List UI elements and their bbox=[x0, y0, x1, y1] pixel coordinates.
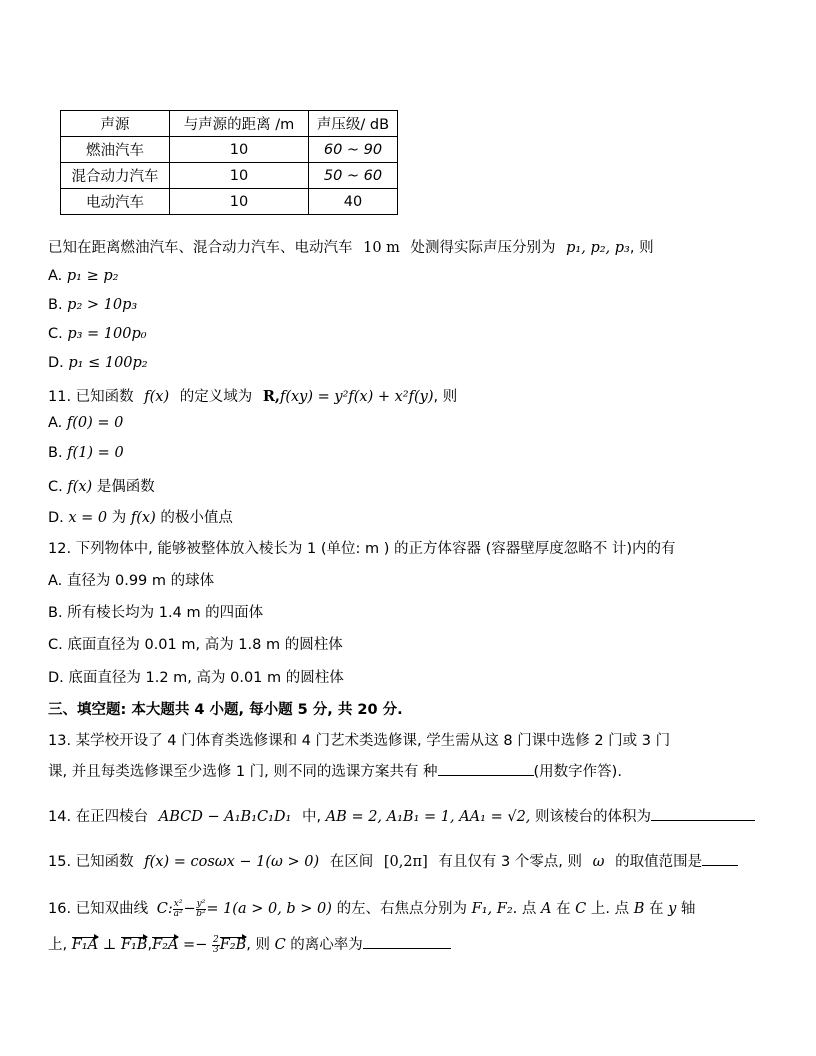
fraction bbox=[196, 900, 207, 919]
q12-option-d bbox=[48, 666, 344, 687]
table-cell: 10 bbox=[170, 189, 309, 215]
option-text: 直径为 0.99 m 的球体 bbox=[66, 573, 215, 589]
answer-blank[interactable] bbox=[651, 806, 755, 821]
fraction bbox=[173, 900, 184, 919]
table-header: 声压级/ dB bbox=[309, 111, 398, 137]
q15-omega: ω bbox=[592, 854, 605, 870]
q11-option-d bbox=[48, 506, 233, 527]
q16-text: 在 bbox=[556, 901, 571, 917]
q14-given: AB = 2, A₁B₁ = 1, AA₁ = √2, bbox=[325, 809, 531, 825]
option-label: A. bbox=[48, 415, 63, 431]
q16-point: C bbox=[575, 901, 587, 917]
option-text: 是偶函数 bbox=[96, 479, 155, 495]
numerator: y² bbox=[196, 898, 206, 909]
option-label: D. bbox=[48, 355, 64, 371]
q16-text: , 则 bbox=[246, 937, 270, 953]
q15-stem bbox=[48, 850, 738, 871]
q16-line1: 16. 已知双曲线 C: $\frac{\text{x²}}{\text{a²}}$ − $\frac{\text{y²}}{\text{b²}}$ = 1(a > 0, b > 0) 的左、右焦点分别为 F₁, F₂. 点 A 在 C 上. 点 B 在 y 轴 bbox=[48, 898, 696, 919]
q10-option-b bbox=[48, 297, 137, 313]
question-number: 12. bbox=[48, 541, 72, 557]
q10-text: 已知在距离燃油汽车、混合动力汽车、电动汽车 bbox=[48, 240, 353, 256]
vector: F₂A bbox=[152, 937, 179, 953]
q15-text: 在区间 bbox=[329, 854, 374, 870]
option-label: B. bbox=[48, 297, 63, 313]
question-number: 13. bbox=[48, 733, 72, 749]
table-cell: 40 bbox=[309, 189, 398, 215]
option-label: A. bbox=[48, 268, 63, 284]
q10-text: , 则 bbox=[629, 240, 654, 256]
q16-equation: = 1(a > 0, b > 0) bbox=[206, 901, 332, 917]
q10-distance: 10 m bbox=[363, 240, 400, 256]
denominator: a² bbox=[173, 908, 183, 919]
option-label: D. bbox=[48, 510, 64, 526]
table-row bbox=[61, 163, 398, 189]
q13-text: 某学校开设了 4 门体育类选修课和 4 门艺术类选修课, 学生需从这 8 门课中选修 2 门或 3 门 bbox=[75, 733, 671, 749]
table-cell: 燃油汽车 bbox=[61, 137, 170, 163]
denominator: 3 bbox=[212, 944, 219, 955]
q14-text: 中, bbox=[301, 809, 322, 825]
answer-blank[interactable] bbox=[438, 761, 534, 776]
question-number: 11. bbox=[48, 389, 72, 405]
option-label: C. bbox=[48, 637, 63, 653]
q16-axis: y bbox=[668, 901, 677, 917]
table-cell: 60 ~ 90 bbox=[309, 137, 398, 163]
q16-text: 上, bbox=[48, 937, 68, 953]
q15-text: 已知函数 bbox=[75, 854, 134, 870]
table-cell: 电动汽车 bbox=[61, 189, 170, 215]
option-math: f(1) = 0 bbox=[67, 445, 124, 461]
answer-blank[interactable] bbox=[702, 851, 738, 866]
table-cell: 10 bbox=[170, 163, 309, 189]
q15-interval: [0,2π] bbox=[383, 854, 428, 870]
q11-option-c bbox=[48, 475, 155, 496]
q11-option-b bbox=[48, 445, 124, 461]
q10-stem bbox=[48, 236, 654, 257]
q11-option-a bbox=[48, 415, 123, 431]
option-text: 的极小值点 bbox=[160, 510, 233, 526]
q16-text: , bbox=[147, 937, 153, 953]
table-cell: 混合动力汽车 bbox=[61, 163, 170, 189]
option-math: f(x) bbox=[67, 479, 93, 495]
q11-domain: R, bbox=[262, 388, 280, 405]
question-number: 15. bbox=[48, 854, 72, 870]
section-heading: 三、填空题: 本大题共 4 小题, 每小题 5 分, 共 20 分. bbox=[48, 702, 403, 718]
q13-text: 课, 并且每类选修课至少选修 1 门, 则不同的选课方案共有 种 bbox=[48, 764, 438, 780]
q12-text: 下列物体中, 能够被整体放入棱长为 1 (单位: m ) 的正方体容器 (容器壁厚度忽略不 计)内的有 bbox=[75, 541, 676, 557]
option-text: p₁ ≥ p₂ bbox=[66, 268, 119, 284]
q14-stem bbox=[48, 805, 755, 826]
q14-text: 在正四棱台 bbox=[75, 809, 149, 825]
option-text: p₂ > 10p₃ bbox=[67, 297, 138, 313]
fraction bbox=[212, 936, 220, 955]
option-label: B. bbox=[48, 445, 63, 461]
numerator: x² bbox=[173, 898, 183, 909]
vector: F₁B bbox=[120, 937, 148, 953]
option-text: p₃ = 100p₀ bbox=[67, 326, 147, 342]
q16-point: B bbox=[633, 901, 645, 917]
option-text: 所有棱长均为 1.4 m 的四面体 bbox=[67, 605, 264, 621]
q12-option-c bbox=[48, 633, 343, 654]
q12-option-b bbox=[48, 601, 263, 622]
q16-text: 的左、右焦点分别为 bbox=[336, 901, 468, 917]
q16-text: 在 bbox=[648, 901, 664, 917]
question-number: 14. bbox=[48, 809, 72, 825]
q12-option-a bbox=[48, 569, 214, 590]
option-label: D. bbox=[48, 670, 64, 686]
option-label: B. bbox=[48, 605, 63, 621]
q12-stem bbox=[48, 537, 676, 558]
q14-text: 则该棱台的体积为 bbox=[535, 809, 652, 825]
q15-text: 的取值范围是 bbox=[615, 854, 703, 870]
option-math: f(x) bbox=[130, 510, 156, 526]
table-row bbox=[61, 189, 398, 215]
denominator: b² bbox=[196, 908, 206, 919]
q10-option-d bbox=[48, 355, 148, 371]
q16-text: 已知双曲线 bbox=[75, 901, 149, 917]
q10-option-c bbox=[48, 326, 147, 342]
q13-text: (用数字作答). bbox=[533, 764, 622, 780]
table-header: 与声源的距离 /m bbox=[170, 111, 309, 137]
q13-line1 bbox=[48, 729, 670, 750]
q11-equation: f(xy) = y²f(x) + x²f(y) bbox=[279, 389, 434, 405]
table-header-row bbox=[61, 111, 398, 137]
q16-text: 轴 bbox=[680, 901, 696, 917]
perp-symbol: ⊥ bbox=[102, 937, 117, 953]
q11-math: f(x) bbox=[144, 389, 170, 405]
q16-line2 bbox=[48, 933, 451, 955]
option-text: 底面直径为 0.01 m, 高为 1.8 m 的圆柱体 bbox=[67, 637, 343, 653]
option-label: C. bbox=[48, 326, 63, 342]
option-text: 为 bbox=[111, 510, 127, 526]
q16-text: 的离心率为 bbox=[290, 937, 363, 953]
q16-foci: F₁, F₂. bbox=[471, 901, 518, 917]
vector: F₂B bbox=[219, 937, 247, 953]
q16-equals: =− bbox=[183, 937, 208, 953]
vector: F₁A bbox=[71, 937, 99, 953]
table-header: 声源 bbox=[61, 111, 170, 137]
table-cell: 10 bbox=[170, 137, 309, 163]
q11-stem bbox=[48, 385, 457, 406]
option-math: f(0) = 0 bbox=[66, 415, 124, 431]
question-number: 16. bbox=[48, 901, 72, 917]
q16-text: 上. 点 bbox=[590, 901, 630, 917]
q16-curve: C: bbox=[156, 901, 173, 917]
option-text: 底面直径为 1.2 m, 高为 0.01 m 的圆柱体 bbox=[68, 670, 344, 686]
table-cell: 50 ~ 60 bbox=[309, 163, 398, 189]
sound-source-table bbox=[60, 110, 398, 215]
numerator: 2 bbox=[212, 934, 219, 945]
option-math: x = 0 bbox=[68, 510, 108, 526]
q11-text: , 则 bbox=[433, 389, 458, 405]
q16-point: C bbox=[274, 937, 286, 953]
table-row bbox=[61, 137, 398, 163]
option-text: p₁ ≤ 100p₂ bbox=[68, 355, 148, 371]
q15-text: 有且仅有 3 个零点, 则 bbox=[438, 854, 583, 870]
q16-point: A bbox=[540, 901, 552, 917]
q10-vars: p₁, p₂, p₃ bbox=[566, 240, 630, 256]
q11-text: 已知函数 bbox=[75, 389, 134, 405]
q16-text: 点 bbox=[521, 901, 537, 917]
q11-text: 的定义域为 bbox=[179, 389, 253, 405]
q14-solid: ABCD − A₁B₁C₁D₁ bbox=[158, 809, 292, 825]
option-label: C. bbox=[48, 479, 63, 495]
q10-text: 处测得实际声压分别为 bbox=[410, 240, 556, 256]
q13-line2 bbox=[48, 760, 622, 781]
answer-blank[interactable] bbox=[363, 934, 451, 949]
q10-option-a bbox=[48, 268, 118, 284]
option-label: A. bbox=[48, 573, 63, 589]
q15-function: f(x) = cosωx − 1(ω > 0) bbox=[144, 854, 320, 870]
